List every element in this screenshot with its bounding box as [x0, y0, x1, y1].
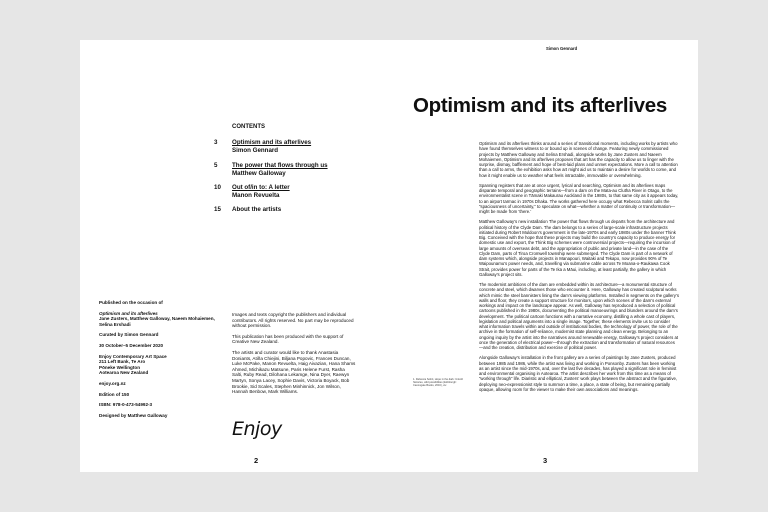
support-notice: This publication has been produced with the support of Creative New Zealand.: [232, 333, 344, 345]
footnote: 1. Rebecca Solnit, Hope in the dark: Untold histories, wild possibilities (Edinburgh: Canongate Books, 2016), xiv.: [413, 378, 463, 388]
toc-author: Simon Gennard: [232, 147, 279, 154]
venue-line: Pōneke Wellington: [99, 364, 141, 370]
toc-page-number: 10: [214, 184, 221, 191]
contents-block: [214, 124, 364, 234]
published-label: Published on the occasion of: [99, 300, 163, 305]
website[interactable]: enjoy.org.nz: [99, 380, 126, 386]
exhibition-title: Optimism and its afterlives: [99, 310, 158, 316]
venue-line: Enjoy Contemporary Art Space: [99, 353, 167, 359]
essay-paragraph: Spanning registers that are at once urgent, lyrical and searching, Optimism and its afterlives maps disparate temporal and geographic terrains—from a dam on the Mata-au Clutha River in Otago, to the environmentalist scene in Tāmaki Makaurau Auckland in the 1980s, to that same city as it appears today, to an airport tarmac in 1970s Dhaka. The works gathered here occupy what Rebecca Solnit calls the “spaciousness of uncertainty,” to speculate on what—whether a matter of continuity or transformation—might be made from ‘there.’: [479, 182, 679, 214]
essay-body: [479, 141, 679, 454]
toc-author: Manon Revuelta: [232, 192, 280, 199]
venue-line: 211 Left Bank, Te Aro: [99, 359, 146, 365]
toc-title[interactable]: Out of/in to: A letter: [232, 184, 290, 191]
colophon: [99, 300, 219, 418]
essay-paragraph: Alongside Galloway’s installation in the front gallery are a series of paintings by Jane Zusters, produced between 1985 and 1986, while the artist was living and working in Ponsonby. Zusters has been working as an artist since the mid-1970s, and, over the last five decades, has played a significant role in feminist and environmental organising in Aotearoa. The artist describes her work from this time as a means of “working through” life. Diaristic and elliptical, Zusters’ work plays between the abstract and the figurative, deploying neo-expressionist style to summon a time, a place, a state of being, but remaining partially opaque, allowing room for the viewer to make their own associations and meanings.: [479, 355, 678, 392]
essay-paragraph: Matthew Galloway’s new installation The power that flows through us departs from the architecture and political history of the Clyde Dam. The dam belongs to a series of large-scale infrastructure projects initiated during Robert Muldoon’s government in the late-1970s and early 1980s under the banner Think Big. Conceived with the hope that these projects may build the country’s capacity to produce energy for domestic use and export, the Think Big schemes were controversial projects—requiring the incursion of large amounts of overseas debt, and the appropriation of public and private land—in the case of the Clyde Dam, parts of Tiroa Cromwell township were submerged. The Clyde Dam is part of a network of dam systems which, alongside projects in Manapouri, Waitaki and Tekapo, now provides 90% of Te Waipounamu’s power needs, and, travelling via submarine cable across Te Moana-o-Raukawa Cook Strait, provides power for parts of the Te Ika a Māui, including, at least partially, the gallery in which Galloway’s project sits.: [479, 219, 676, 277]
copyright-notice: Images and texts copyright the publishers and individual contributors. All rights reserved. No part may be reproduced without permission.: [232, 312, 354, 329]
contents-heading: CONTENTS: [232, 124, 265, 130]
essay-paragraph: Optimism and its afterlives thinks around a series of transitional moments, including works by artists who have found themselves witness to or bound up in scenes of change. Featuring newly commissioned projects by Matthew Galloway and Selina Ershadi, alongside works by Jane Zusters and Naeem Mohaiemen, Optimism and its afterlives proposes that art has the capacity to allow us to linger with the surprise, dismay, bafflement and hope of best-laid plans and unmet expectations. More a call to attention than a call to arms, the exhibition asks how art might aid us to maintain a desire for worlds to come, and how it might enable us to weather what feels intractable, immovable or overwhelming.: [479, 141, 678, 178]
exhibition-artists: Jane Zusters, Matthew Galloway, Naeem Mohaiemen, Selina Ershadi: [99, 316, 215, 327]
toc-title[interactable]: The power that flows through us: [232, 162, 328, 169]
toc-page-number: 3: [214, 139, 218, 146]
edition: Edition of 150: [99, 391, 130, 397]
toc-page-number: 15: [214, 206, 221, 213]
running-header-author: Simon Gennard: [546, 46, 578, 51]
toc-author: Matthew Galloway: [232, 170, 286, 177]
credits: [232, 312, 356, 395]
essay-paragraph: The modernist ambitions of the dam are embedded within its architecture—a monumental structure of concrete and steel, which dwarves those who encounter it. Here, Galloway has created sculptural works which mimic the steel bannisters lining the dam’s viewing platforms. Installed in segments on the gallery’s walls and floor, they create a support structure for monitors, upon which scenes of the dam’s external workings and impact on the landscape appear. As well, Galloway has reproduced a selection of political cartoons published in the 1980s, documenting the political manoeuvrings and blunders around the dam’s development. The political cartoon functions with a narrative economy, distilling a whole cast of players, legislation and political arguments into a single image. Together, these elements invite us to consider what information travels within and outside of institutional bodies, the technology of power, the role of the archive in the formation of self-reliance, modernist state planning and clean energy. Belonging to an ongoing inquiry by the artist into the narratives around renewable energy, Galloway’s project considers at once the generation of electrical power—through the extraction and transformation of natural resources—and the creation, distribution and exercise of political power.: [479, 282, 679, 350]
designer-credit: Designed by Matthew Galloway: [99, 412, 168, 418]
exhibition-dates: 30 October–5 December 2020: [99, 342, 164, 348]
book-spread: [80, 40, 698, 472]
curator-credit: Curated by Simon Gennard: [99, 332, 159, 338]
acknowledgements: The artists and curator would like to thank Anastasia Doniants, Atiña Chiejini, Biljana Popovic, Frances Duncan, Luke McPake, Manon Revuelta, Haig Aivazian, Hana Shams Ahmed, Michikazu Matsune, Paris Helene Furst, Rasha Salti, Ruby Read, Dilohana Lekamge, Nina Dyer, Raewyn Martyn, Sonya Lacey, Sophie Davis, Victoria Boyack, Bob Brookie, Sid Scales, Stephen Minhinnick, Jon Wilson, Hannah Benbow, Mark Williams.: [232, 349, 356, 395]
toc-page-number: 5: [214, 162, 218, 169]
toc-title[interactable]: Optimism and its afterlives: [232, 139, 312, 146]
isbn: ISBN: 978-0-473-54992-3: [99, 402, 153, 408]
page-number-left: 2: [254, 456, 259, 465]
venue-line: Aotearoa New Zealand: [99, 370, 149, 376]
enjoy-logo: Enjoy: [232, 418, 282, 440]
page-number-right: 3: [543, 456, 548, 465]
toc-title[interactable]: About the artists: [232, 206, 282, 213]
essay-title: Optimism and its afterlives: [413, 94, 667, 117]
